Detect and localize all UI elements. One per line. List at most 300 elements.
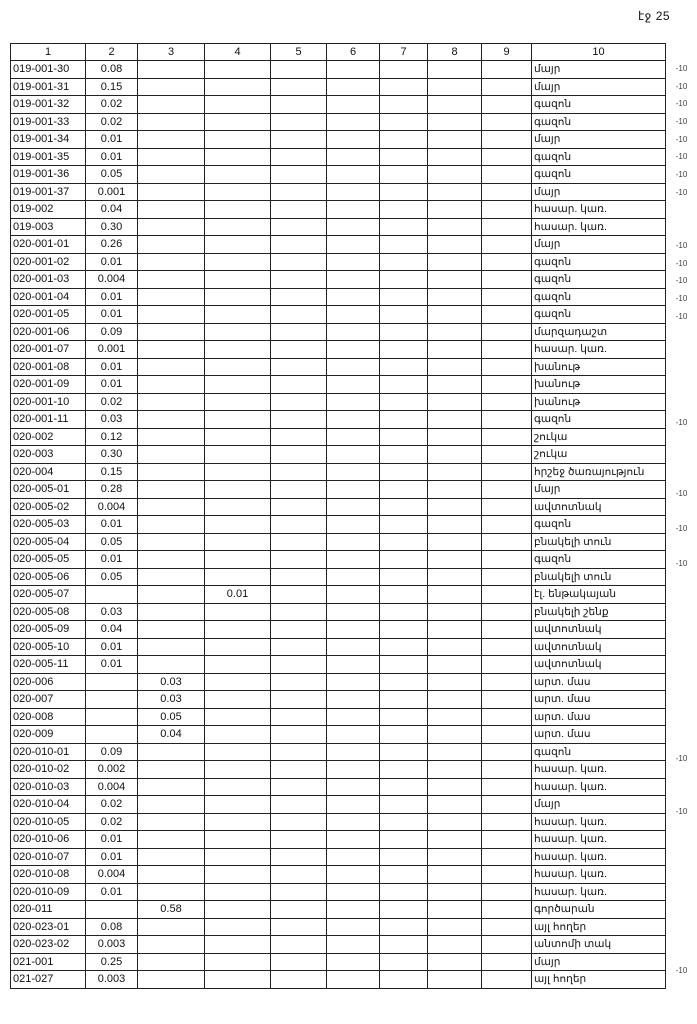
area-col-3: [138, 813, 205, 831]
cell-col-6: [327, 866, 380, 884]
area-col-2: 0.08: [86, 61, 138, 79]
area-col-3: [138, 568, 205, 586]
cell-col-5: [271, 936, 327, 954]
cell-col-6: [327, 568, 380, 586]
cell-col-7: [380, 533, 428, 551]
cell-col-8: [428, 638, 482, 656]
area-col-4: [205, 621, 271, 639]
land-use: գազոն: [532, 96, 666, 114]
margin-mark: [666, 838, 697, 856]
land-use: գազոն: [532, 113, 666, 131]
cell-col-9: [482, 411, 532, 429]
area-col-3: [138, 586, 205, 604]
table-row: [11, 306, 666, 324]
cell-col-7: [380, 883, 428, 901]
area-col-2: [86, 901, 138, 919]
area-col-2: 0.01: [86, 358, 138, 376]
cell-col-6: [327, 796, 380, 814]
area-col-2: 0.01: [86, 253, 138, 271]
area-col-4: [205, 516, 271, 534]
parcel-code: 020-023-01: [11, 918, 86, 936]
land-use: մայր: [532, 131, 666, 149]
area-col-2: 0.12: [86, 428, 138, 446]
cell-col-8: [428, 848, 482, 866]
cell-col-7: [380, 148, 428, 166]
cell-col-6: [327, 743, 380, 761]
cell-col-7: [380, 813, 428, 831]
cell-col-7: [380, 708, 428, 726]
table-row: [11, 358, 666, 376]
area-col-2: [86, 673, 138, 691]
cell-col-9: [482, 288, 532, 306]
area-col-4: [205, 796, 271, 814]
cell-col-6: [327, 183, 380, 201]
cell-col-8: [428, 411, 482, 429]
area-col-2: 0.003: [86, 971, 138, 989]
cell-col-8: [428, 918, 482, 936]
cell-col-8: [428, 428, 482, 446]
cell-col-5: [271, 393, 327, 411]
land-use: խանութ: [532, 376, 666, 394]
parcel-code: 019-001-37: [11, 183, 86, 201]
cell-col-6: [327, 656, 380, 674]
cell-col-7: [380, 603, 428, 621]
cell-col-8: [428, 96, 482, 114]
table-row: [11, 183, 666, 201]
cell-col-6: [327, 953, 380, 971]
cell-col-9: [482, 673, 532, 691]
cell-col-9: [482, 726, 532, 744]
margin-mark: [666, 626, 697, 644]
cell-col-5: [271, 96, 327, 114]
area-col-4: [205, 358, 271, 376]
cell-col-8: [428, 376, 482, 394]
parcel-code: 020-005-10: [11, 638, 86, 656]
area-col-2: 0.02: [86, 393, 138, 411]
land-use: հասար. կառ.: [532, 778, 666, 796]
cell-col-7: [380, 621, 428, 639]
cell-col-6: [327, 376, 380, 394]
area-col-3: [138, 883, 205, 901]
margin-mark: -10: [675, 117, 688, 127]
margin-mark: [666, 944, 697, 962]
cell-col-8: [428, 516, 482, 534]
cell-col-7: [380, 393, 428, 411]
area-col-3: [138, 848, 205, 866]
land-use: մայր: [532, 481, 666, 499]
area-col-2: 0.004: [86, 498, 138, 516]
cell-col-7: [380, 446, 428, 464]
cell-col-9: [482, 708, 532, 726]
cell-col-7: [380, 78, 428, 96]
area-col-2: 0.03: [86, 603, 138, 621]
margin-mark: [666, 573, 697, 591]
cell-col-5: [271, 306, 327, 324]
margin-mark: -10: [675, 806, 688, 816]
land-use: այլ հողեր: [532, 971, 666, 989]
column-header-10: 10: [532, 44, 666, 61]
area-col-2: [86, 691, 138, 709]
cell-col-7: [380, 236, 428, 254]
margin-mark: [666, 502, 697, 520]
table-row: [11, 341, 666, 359]
cell-col-5: [271, 743, 327, 761]
parcel-code: 020-005-06: [11, 568, 86, 586]
cell-col-7: [380, 936, 428, 954]
area-col-3: [138, 78, 205, 96]
land-use: գազոն: [532, 306, 666, 324]
table-row: [11, 621, 666, 639]
area-col-4: [205, 533, 271, 551]
cell-col-5: [271, 271, 327, 289]
cell-col-5: [271, 463, 327, 481]
area-col-4: [205, 323, 271, 341]
cell-col-5: [271, 796, 327, 814]
area-col-4: [205, 498, 271, 516]
land-use: գազոն: [532, 271, 666, 289]
cell-col-9: [482, 376, 532, 394]
parcel-code: 019-001-30: [11, 61, 86, 79]
cell-col-9: [482, 796, 532, 814]
column-header-4: 4: [205, 44, 271, 61]
area-col-2: 0.004: [86, 866, 138, 884]
margin-mark: -10: [675, 134, 688, 144]
cell-col-8: [428, 551, 482, 569]
area-col-3: [138, 761, 205, 779]
column-header-1: 1: [11, 44, 86, 61]
cell-col-6: [327, 323, 380, 341]
area-col-3: [138, 638, 205, 656]
cell-col-6: [327, 516, 380, 534]
area-col-2: 0.15: [86, 463, 138, 481]
cell-col-7: [380, 918, 428, 936]
cell-col-9: [482, 883, 532, 901]
parcel-code: 020-001-05: [11, 306, 86, 324]
table-row: [11, 883, 666, 901]
area-col-4: [205, 656, 271, 674]
cell-col-8: [428, 761, 482, 779]
area-col-2: 0.02: [86, 96, 138, 114]
land-use: գազոն: [532, 148, 666, 166]
cell-col-6: [327, 236, 380, 254]
land-use: արտ. մաս: [532, 691, 666, 709]
cell-col-7: [380, 96, 428, 114]
table-row: [11, 568, 666, 586]
margin-mark: -10: [675, 753, 688, 763]
area-col-2: 0.26: [86, 236, 138, 254]
cell-col-7: [380, 61, 428, 79]
cell-col-8: [428, 568, 482, 586]
cell-col-9: [482, 603, 532, 621]
area-col-4: [205, 148, 271, 166]
cell-col-6: [327, 113, 380, 131]
area-col-3: [138, 358, 205, 376]
cell-col-8: [428, 813, 482, 831]
cell-col-8: [428, 498, 482, 516]
cell-col-9: [482, 253, 532, 271]
area-col-3: [138, 533, 205, 551]
cell-col-7: [380, 131, 428, 149]
area-col-3: [138, 271, 205, 289]
cell-col-9: [482, 516, 532, 534]
table-row: [11, 708, 666, 726]
cell-col-7: [380, 866, 428, 884]
cell-col-6: [327, 778, 380, 796]
area-col-2: 0.01: [86, 148, 138, 166]
area-col-4: [205, 918, 271, 936]
area-col-3: [138, 621, 205, 639]
area-col-4: [205, 708, 271, 726]
cell-col-6: [327, 288, 380, 306]
cell-col-7: [380, 306, 428, 324]
cell-col-5: [271, 218, 327, 236]
margin-mark: [666, 679, 697, 697]
cell-col-8: [428, 166, 482, 184]
margin-mark: [666, 644, 697, 662]
area-col-2: 0.01: [86, 848, 138, 866]
cell-col-8: [428, 218, 482, 236]
cell-col-9: [482, 866, 532, 884]
cell-col-6: [327, 463, 380, 481]
parcel-code: 020-010-08: [11, 866, 86, 884]
margin-mark: [666, 856, 697, 874]
table-row: [11, 78, 666, 96]
cell-col-5: [271, 148, 327, 166]
cell-col-5: [271, 883, 327, 901]
area-col-4: [205, 201, 271, 219]
area-col-2: 0.004: [86, 778, 138, 796]
cell-col-5: [271, 813, 327, 831]
cell-col-8: [428, 796, 482, 814]
column-header-6: 6: [327, 44, 380, 61]
cell-col-5: [271, 131, 327, 149]
parcel-code: 021-001: [11, 953, 86, 971]
cell-col-8: [428, 901, 482, 919]
land-use: հասար. կառ.: [532, 813, 666, 831]
cell-col-6: [327, 726, 380, 744]
parcel-code: 020-005-07: [11, 586, 86, 604]
cell-col-7: [380, 463, 428, 481]
cell-col-6: [327, 621, 380, 639]
cell-col-6: [327, 218, 380, 236]
cell-col-8: [428, 726, 482, 744]
land-use: արտ. մաս: [532, 726, 666, 744]
cell-col-5: [271, 568, 327, 586]
margin-mark: [666, 361, 697, 379]
land-use: բնակելի տուն: [532, 568, 666, 586]
cell-col-6: [327, 813, 380, 831]
cell-col-8: [428, 691, 482, 709]
cell-col-6: [327, 306, 380, 324]
area-col-3: [138, 306, 205, 324]
table-row: [11, 428, 666, 446]
parcel-code: 020-010-06: [11, 831, 86, 849]
cell-col-8: [428, 463, 482, 481]
cell-col-6: [327, 96, 380, 114]
parcel-code: 019-001-35: [11, 148, 86, 166]
parcel-code: 019-002: [11, 201, 86, 219]
cell-col-8: [428, 708, 482, 726]
table-row: [11, 778, 666, 796]
cell-col-6: [327, 166, 380, 184]
cell-col-8: [428, 586, 482, 604]
area-col-3: [138, 953, 205, 971]
margin-mark: [666, 325, 697, 343]
area-col-4: [205, 603, 271, 621]
cell-col-7: [380, 428, 428, 446]
margin-mark: -10: [675, 276, 688, 286]
area-col-4: [205, 936, 271, 954]
area-col-4: [205, 726, 271, 744]
cell-col-8: [428, 183, 482, 201]
cell-col-9: [482, 446, 532, 464]
cell-col-5: [271, 603, 327, 621]
cell-col-9: [482, 918, 532, 936]
area-col-2: 0.01: [86, 638, 138, 656]
cell-col-9: [482, 813, 532, 831]
cell-col-7: [380, 551, 428, 569]
area-col-4: [205, 691, 271, 709]
parcel-code: 020-010-02: [11, 761, 86, 779]
cell-col-7: [380, 113, 428, 131]
parcel-code: 019-001-34: [11, 131, 86, 149]
table-row: [11, 918, 666, 936]
cell-col-9: [482, 761, 532, 779]
area-col-3: [138, 376, 205, 394]
table-row: [11, 61, 666, 79]
area-col-3: [138, 288, 205, 306]
land-use: ավտոտնակ: [532, 638, 666, 656]
cell-col-9: [482, 656, 532, 674]
cell-col-7: [380, 971, 428, 989]
land-use: բնակելի շենք: [532, 603, 666, 621]
area-col-3: [138, 656, 205, 674]
area-col-2: 0.002: [86, 761, 138, 779]
cell-col-9: [482, 236, 532, 254]
table-row: [11, 691, 666, 709]
area-col-4: [205, 866, 271, 884]
table-row: [11, 796, 666, 814]
land-use: մայր: [532, 953, 666, 971]
area-col-2: 0.01: [86, 831, 138, 849]
cell-col-5: [271, 78, 327, 96]
margin-mark: [666, 714, 697, 732]
area-col-3: [138, 936, 205, 954]
parcel-code: 020-003: [11, 446, 86, 464]
cell-col-9: [482, 848, 532, 866]
cell-col-6: [327, 271, 380, 289]
parcel-code: 020-005-08: [11, 603, 86, 621]
area-col-4: [205, 236, 271, 254]
parcel-code: 020-001-11: [11, 411, 86, 429]
cell-col-5: [271, 166, 327, 184]
area-col-3: [138, 446, 205, 464]
cell-col-7: [380, 691, 428, 709]
margin-mark: [666, 378, 697, 396]
margin-mark: [666, 768, 697, 786]
area-col-2: 0.01: [86, 516, 138, 534]
table-row: [11, 463, 666, 481]
margin-mark: -10: [675, 81, 688, 91]
table-row: [11, 288, 666, 306]
margin-mark: [666, 697, 697, 715]
cell-col-6: [327, 691, 380, 709]
cell-col-8: [428, 148, 482, 166]
area-col-3: [138, 96, 205, 114]
area-col-3: 0.04: [138, 726, 205, 744]
area-col-3: [138, 498, 205, 516]
area-col-4: [205, 446, 271, 464]
cell-col-7: [380, 358, 428, 376]
cell-col-5: [271, 673, 327, 691]
margin-mark: [666, 732, 697, 750]
cell-col-8: [428, 288, 482, 306]
parcel-code: 021-027: [11, 971, 86, 989]
area-col-4: [205, 953, 271, 971]
area-col-2: 0.04: [86, 621, 138, 639]
cell-col-5: [271, 113, 327, 131]
area-col-2: 0.01: [86, 883, 138, 901]
cell-col-7: [380, 183, 428, 201]
table-row: [11, 551, 666, 569]
cell-col-7: [380, 848, 428, 866]
cell-col-7: [380, 901, 428, 919]
margin-mark: -10: [675, 258, 688, 268]
cell-col-9: [482, 306, 532, 324]
cell-col-9: [482, 271, 532, 289]
area-col-3: [138, 131, 205, 149]
column-header-9: 9: [482, 44, 532, 61]
cell-col-7: [380, 638, 428, 656]
area-col-3: [138, 218, 205, 236]
cell-col-8: [428, 953, 482, 971]
margin-mark: -10: [675, 488, 688, 498]
parcel-code: 020-023-02: [11, 936, 86, 954]
cell-col-8: [428, 341, 482, 359]
cell-col-6: [327, 428, 380, 446]
parcel-code: 020-005-11: [11, 656, 86, 674]
area-col-2: 0.003: [86, 936, 138, 954]
area-col-3: [138, 428, 205, 446]
cell-col-9: [482, 568, 532, 586]
margin-mark: [666, 821, 697, 839]
table-row: [11, 813, 666, 831]
parcel-code: 020-001-01: [11, 236, 86, 254]
land-use: մայր: [532, 236, 666, 254]
land-use: մարզադաշտ: [532, 323, 666, 341]
cell-col-7: [380, 341, 428, 359]
cell-col-8: [428, 621, 482, 639]
land-use: հասար. կառ.: [532, 341, 666, 359]
cell-col-9: [482, 621, 532, 639]
parcel-code: 020-006: [11, 673, 86, 691]
area-col-4: [205, 253, 271, 271]
area-col-3: [138, 603, 205, 621]
land-use: գազոն: [532, 253, 666, 271]
cell-col-8: [428, 393, 482, 411]
area-col-4: [205, 761, 271, 779]
cell-col-9: [482, 971, 532, 989]
cell-col-8: [428, 831, 482, 849]
table-row: [11, 113, 666, 131]
cell-col-5: [271, 971, 327, 989]
land-use: այլ հողեր: [532, 918, 666, 936]
margin-mark: [666, 980, 697, 998]
parcel-code: 020-005-01: [11, 481, 86, 499]
cell-col-8: [428, 866, 482, 884]
cell-col-6: [327, 533, 380, 551]
cell-col-5: [271, 708, 327, 726]
